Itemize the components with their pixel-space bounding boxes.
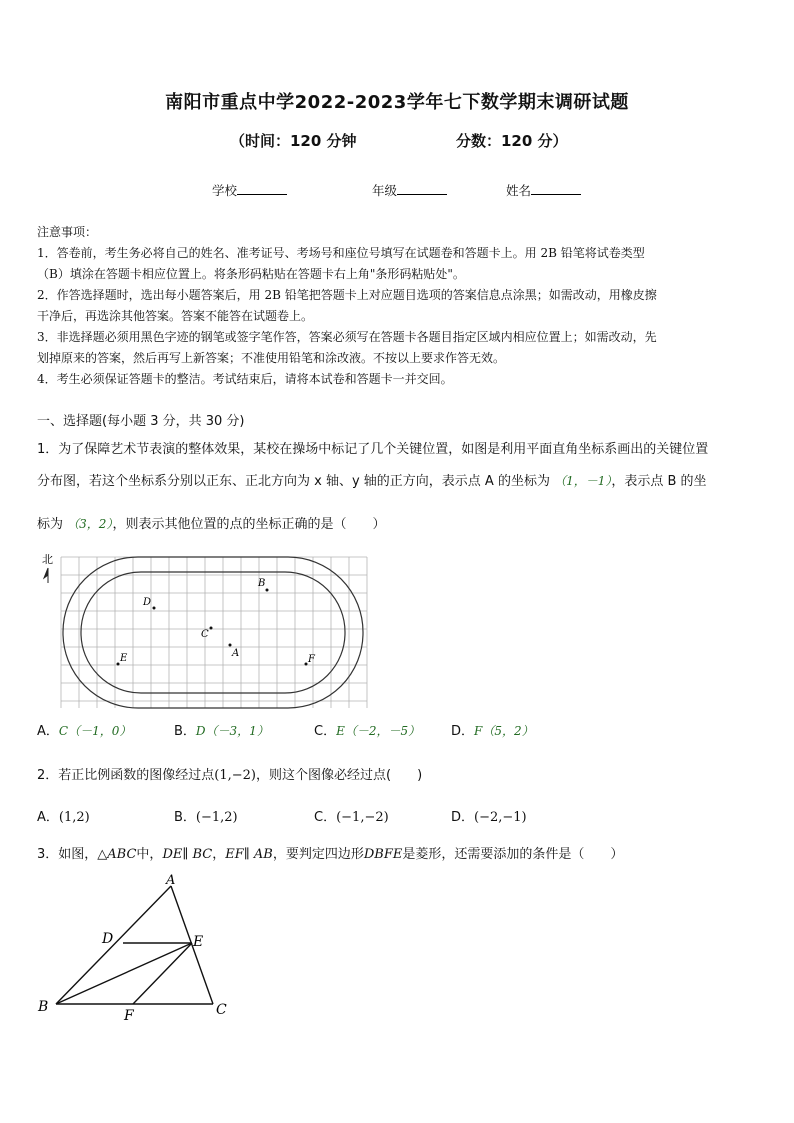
- q1-stem-line1: 1．为了保障艺术节表演的整体效果，某校在操场中标记了几个关键位置，如图是利用平面直角坐标系画出的关键位置: [37, 442, 709, 457]
- vertex-c-label: C: [216, 1002, 227, 1018]
- q2-option-b[interactable]: B．(−1,2): [174, 810, 238, 825]
- q2-option-a[interactable]: A．(1,2): [37, 810, 90, 825]
- total-score: 分数：120 分）: [456, 132, 568, 150]
- point-a-label: A: [232, 648, 240, 659]
- grade-blank: [397, 182, 447, 195]
- q3-stem: 3．如图，△ABC中，DE∥ BC，EF∥ AB，要判定四边形DBFE是菱形，还需要添加的条件是（ ）: [37, 847, 624, 862]
- q1-stem-line3: 标为 （3，2），则表示其他位置的点的坐标正确的是（ ）: [37, 517, 386, 532]
- vertex-e-label: E: [193, 934, 204, 950]
- time-limit: （时间：120 分钟: [230, 132, 357, 150]
- north-label: 北: [42, 553, 53, 566]
- notice-line: 2．作答选择题时，选出每小题答案后，用 2B 铅笔把答题卡上对应题目选项的答案信息点涂黑；如需改动，用橡皮擦: [37, 288, 657, 302]
- q1-option-b[interactable]: B．D（－3，1）: [174, 724, 269, 739]
- segment-be: [56, 943, 192, 1004]
- notice-heading: 注意事项：: [37, 225, 98, 239]
- segment-fe: [133, 943, 192, 1004]
- point-d: [153, 607, 156, 610]
- q1-option-c[interactable]: C．E（－2，－5）: [314, 724, 421, 739]
- notice-line: 1．答卷前，考生务必将自己的姓名、准考证号、考场号和座位号填写在试题卷和答题卡上。用 2B 铅笔将试卷类型: [37, 246, 645, 260]
- point-e-label: E: [120, 653, 128, 664]
- playground-grid-figure: [36, 548, 381, 718]
- exam-title: 南阳市重点中学2022-2023学年七下数学期末调研试题: [165, 92, 629, 113]
- q1-coord-b: （3，2）: [67, 517, 113, 531]
- point-c-label: C: [201, 629, 209, 640]
- notice-line: 划掉原来的答案，然后再写上新答案；不准使用铅笔和涂改液。不按以上要求作答无效。: [37, 351, 506, 365]
- notice-line: 干净后，再选涂其他答案。答案不能答在试题卷上。: [37, 309, 314, 323]
- vertex-a-label: A: [166, 873, 176, 888]
- point-b-label: B: [258, 578, 266, 589]
- name-label: 姓名: [506, 183, 532, 198]
- q1-coord-a: （1，－1）: [554, 474, 612, 488]
- notice-block: [37, 222, 767, 390]
- point-a: [229, 644, 232, 647]
- north-arrow-icon: [44, 568, 48, 583]
- q1-stem-line2: 分布图，若这个坐标系分别以正东、正北方向为 x 轴、y 轴的正方向，表示点 A 的坐标为 （1，－1），表示点 B 的坐: [37, 474, 707, 489]
- triangle-figure: [30, 870, 250, 1025]
- name-blank: [531, 182, 581, 195]
- point-f-label: F: [308, 654, 315, 665]
- section-heading: 一、选择题(每小题 3 分，共 30 分): [37, 414, 245, 429]
- point-d-label: D: [143, 597, 152, 608]
- notice-line: 4．考生必须保证答题卡的整洁。考试结束后，请将本试卷和答题卡一并交回。: [37, 372, 453, 386]
- point-c: [210, 627, 213, 630]
- notice-line: （B）填涂在答题卡相应位置上。将条形码粘贴在答题卡右上角"条形码粘贴处"。: [37, 267, 465, 281]
- point-b: [266, 589, 269, 592]
- school-blank: [237, 182, 287, 195]
- q2-option-d[interactable]: D．(−2,−1): [451, 810, 527, 825]
- inner-track: [81, 572, 345, 693]
- q1-option-d[interactable]: D．F（5，2）: [451, 724, 534, 739]
- school-field: [212, 181, 287, 199]
- grid-lines: [61, 557, 367, 708]
- name-field: [506, 181, 581, 199]
- outer-track: [63, 557, 363, 708]
- q2-option-c[interactable]: C．(−1,−2): [314, 810, 389, 825]
- vertex-b-label: B: [38, 999, 49, 1015]
- grade-label: 年级: [372, 183, 398, 198]
- segment-ac: [171, 886, 213, 1004]
- school-label: 学校: [212, 183, 238, 198]
- q1-option-a[interactable]: A．C（－1，0）: [37, 724, 132, 739]
- notice-line: 3．非选择题必须用黑色字迹的钢笔或签字笔作答，答案必须写在答题卡各题目指定区域内相应位置上；如需改动，先: [37, 330, 657, 344]
- vertex-f-label: F: [124, 1008, 134, 1024]
- q2-stem: 2．若正比例函数的图像经过点(1,−2)，则这个图像必经过点( ): [37, 768, 423, 783]
- vertex-d-label: D: [102, 931, 114, 947]
- segment-ab: [56, 886, 171, 1004]
- q2-point: (1,−2): [214, 768, 256, 783]
- grade-field: [372, 181, 447, 199]
